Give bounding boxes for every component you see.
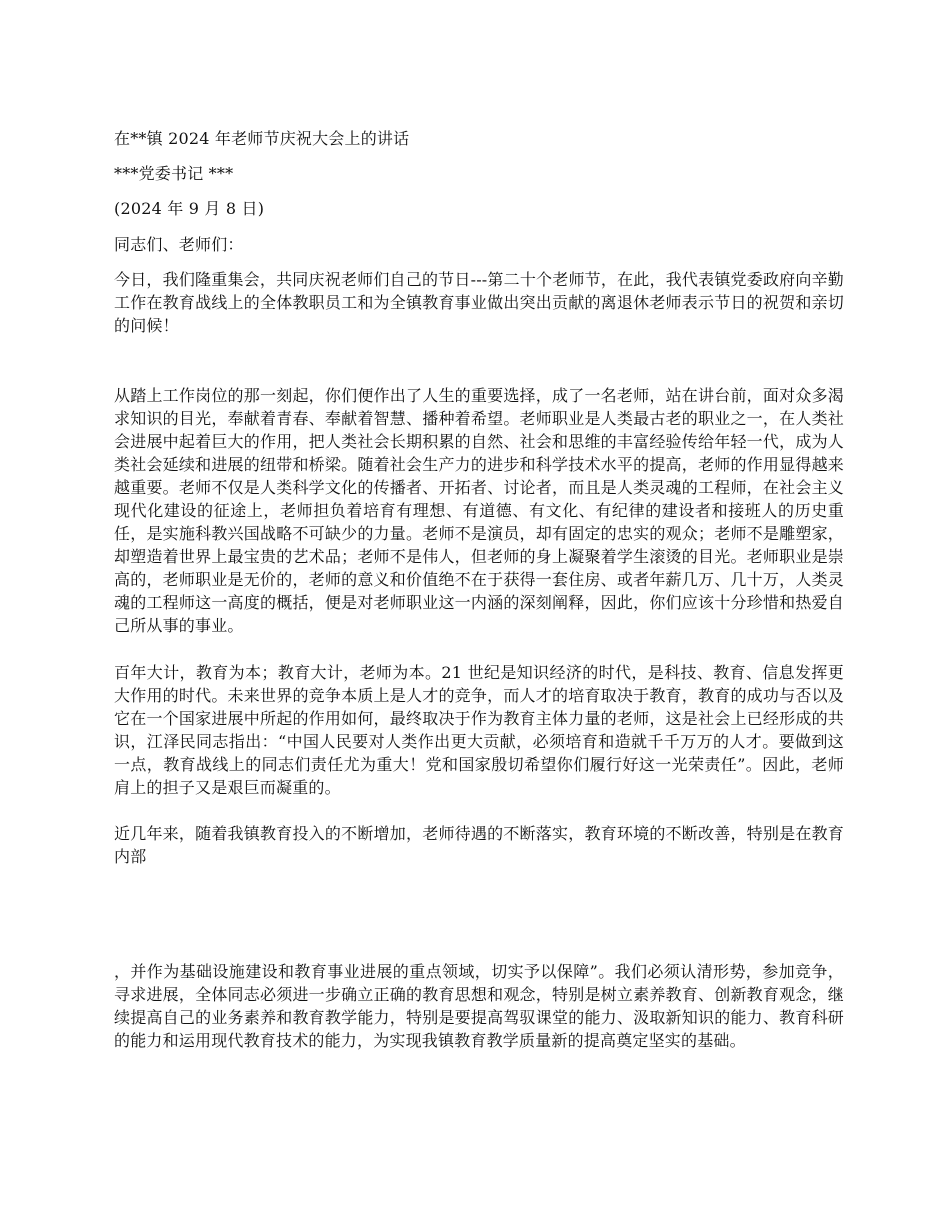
speech-title: 在**镇 2024 年老师节庆祝大会上的讲话 bbox=[114, 129, 410, 148]
paragraph-teacher-career: 从踏上工作岗位的那一刻起，你们便作出了人生的重要选择，成了一名老师，站在讲台前，面对众多渴求知识的目光，奉献着青春、奉献着智慧、播种着希望。老师职业是人类最古老的职业之一，在人类社会进展中起着巨大的作用，把人类社会长期积累的自然、社会和思维的丰富经验传给年轻一代，成为人类社会延续和进展的纽带和桥梁。随着社会生产力的进步和科学技术水平的提高，老师的作用显得越来越重要。老师不仅是人类科学文化的传播者、开拓者、讨论者，而且是人类灵魂的工程师，在社会主义现代化建设的征途上，老师担负着培育有理想、有道德、有文化、有纪律的建设者和接班人的历史重任，是实施科教兴国战略不可缺少的力量。老师不是演员，却有固定的忠实的观众；老师不是雕塑家，却塑造着世界上最宝贵的艺术品；老师不是伟人，但老师的身上凝聚着学生滚烫的目光。老师职业是崇高的，老师职业是无价的，老师的意义和价值绝不在于获得一套住房、或者年薪几万、几十万，人类灵魂的工程师这一高度的概括，便是对老师职业这一内涵的深刻阐释，因此，你们应该十分珍惜和热爱自己所从事的事业。 bbox=[114, 386, 844, 635]
speaker-line: ***党委书记 *** bbox=[114, 164, 234, 183]
paragraph-education-foundation: 百年大计，教育为本；教育大计，老师为本。21 世纪是知识经济的时代，是科技、教育、信息发挥更大作用的时代。未来世界的竞争本质上是人才的竞争，而人才的培育取决于教育，教育的成功与否以及它在一个国家进展中所起的作用如何，最终取决于作为教育主体力量的老师，这是社会上已经形成的共识，江泽民同志指出：“中国人民要对人类作出更大贡献，必须培育和造就千千万万的人才。要做到这一点，教育战线上的同志们责任尤为重大！党和国家殷切希望你们履行好这一光荣责任”。因此，老师肩上的担子又是艰巨而凝重的。 bbox=[114, 663, 844, 797]
paragraph-call-to-action: ，并作为基础设施建设和教育事业进展的重点领域，切实予以保障”。我们必须认清形势，参加竞争，寻求进展，全体同志必须进一步确立正确的教育思想和观念，特别是树立素养教育、创新教育观念，继续提高自己的业务素养和教育教学能力，特别是要提高驾驭课堂的能力、汲取新知识的能力、教育科研的能力和运用现代教育技术的能力，为实现我镇教育教学质量新的提高奠定坚实的基础。 bbox=[114, 962, 844, 1050]
paragraph-recent-years: 近几年来，随着我镇教育投入的不断增加，老师待遇的不断落实，教育环境的不断改善，特别是在教育内部 bbox=[114, 824, 844, 866]
paragraph-greeting: 今日，我们隆重集会，共同庆祝老师们自己的节日---第二十个老师节，在此，我代表镇党委政府向辛勤工作在教育战线上的全体教职员工和为全镇教育事业做出突出贡献的离退休老师表示节日的祝贺和亲切的问候！ bbox=[114, 270, 844, 335]
salutation: 同志们、老师们： bbox=[114, 235, 244, 254]
speech-date: (2024 年 9 月 8 日) bbox=[114, 199, 265, 218]
